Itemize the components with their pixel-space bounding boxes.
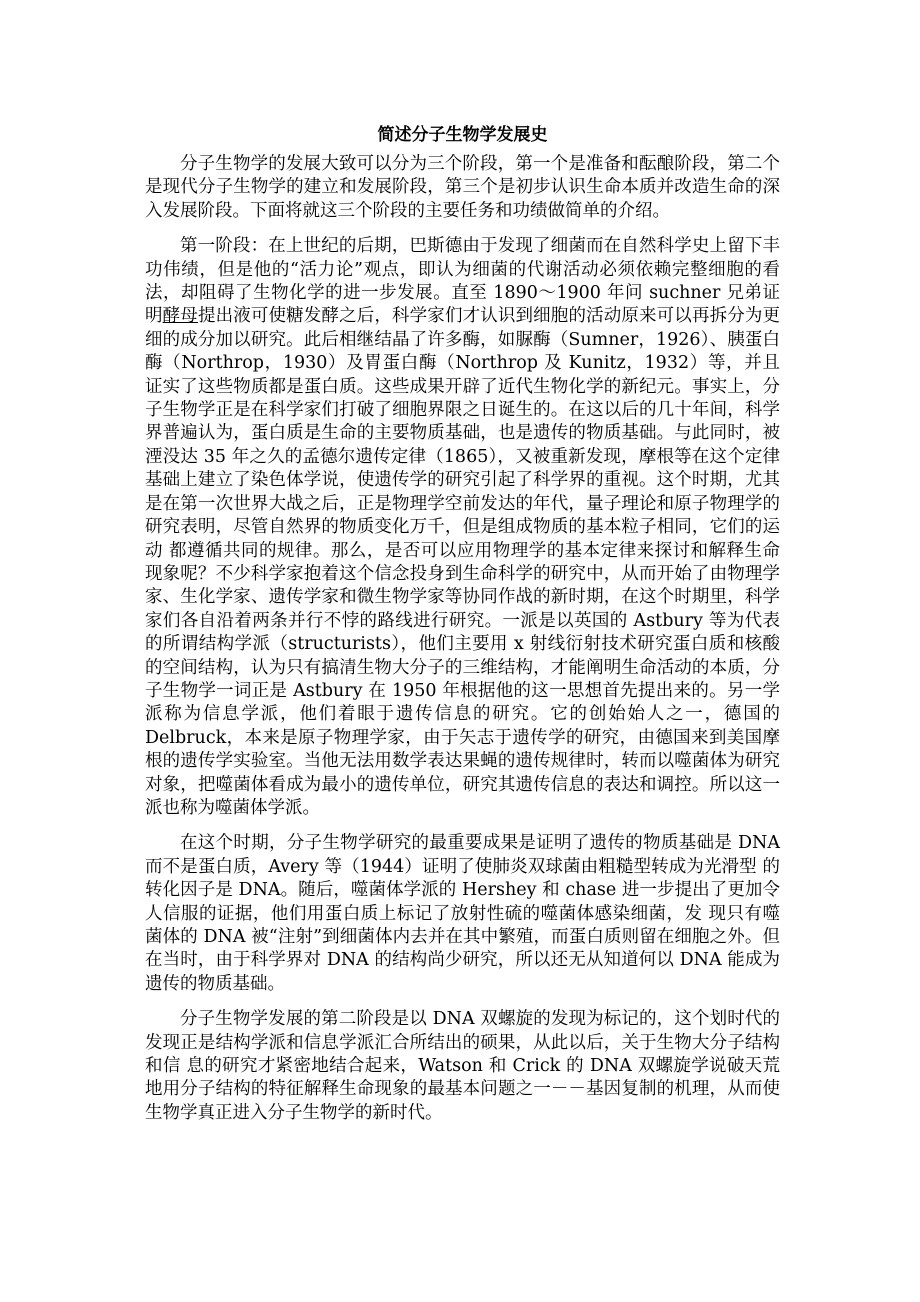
dna-evidence-paragraph: 在这个时期，分子生物学研究的最重要成果是证明了遗传的物质基础是 DNA 而不是蛋白质，Avery 等（1944）证明了使肺炎双球菌由粗糙型转成为光滑型 的转化因子是 DNA。随后，噬菌体学派的 Hershey 和 chase 进一步提出了更加令人信服的证据，他们用蛋白质上标记了放射性硫的噬菌体感染细菌，发 现只有噬菌体的 DNA 被“注射”到细菌体内去并在其中繁殖，而蛋白质则留在细胞之外。但在当时，由于科学界对 DNA 的结构尚少研究，所以还无从知道何以 DNA 能成为遗传的物质基础。 <box>145 833 780 994</box>
stage-one-text-rest: 提出液可使糖发酵之后，科学家们才认识到细胞的活动原来可以再拆分为更细的成分加以研究。此后相继结晶了许多酶，如脲酶（Sumner，1926）、胰蛋白酶（Northrop，1930）及胃蛋白酶（Northrop 及 Kunitz，1932）等，并且证实了这些物质都是蛋白质。这些成果开辟了近代生物化学的新纪元。事实上，分子生物学正是在科学家们打破了细胞界限之日诞生的。在这以后的几十年间，科学界普遍认为，蛋白质是生命的主要物质基础，也是遗传的物质基础。与此同时，被湮没达 35 年之久的孟德尔遗传定律（1865），又被重新发现，摩根等在这个定律基础上建立了染色体学说，使遗传学的研究引起了科学界的重视。这个时期，尤其是在第一次世界大战之后，正是物理学空前发达的年代，量子理论和原子物理学的研究表明，尽管自然界的物质变化万千，但是组成物质的基本粒子相同，它们的运动 都遵循共同的规律。那么，是否可以应用物理学的基本定律来探讨和解释生命现象呢？不少科学家抱着这个信念投身到生命科学的研究中，从而开始了由物理学家、生化学家、遗传学家和微生物学家等协同作战的新时期，在这个时期里，科学家们各自沿着两条并行不悖的路线进行研究。一派是以英国的 Astbury 等为代表 的所谓结构学派（structurists），他们主要用 x 射线衍射技术研究蛋白质和核酸的空间结构，认为只有搞清生物大分子的三维结构，才能阐明生命活动的本质，分子生物学一词正是 Astbury 在 1950 年根据他的这一思想首先提出来的。另一学派称为信息学派，他们着眼于遗传信息的研究。它的创始始人之一，德国的 Delbruck，本来是原子物理学家，由于矢志于遗传学的研究，由德国来到美国摩根的遗传学实验室。当他无法用数学表达果蝇的遗传规律时，转而以噬菌体为研究对象，把噬菌体看成为最小的遗传单位，研究其遗传信息的表达和调控。所以这一派也称为噬菌体学派。 <box>145 306 781 818</box>
underlined-term: 酵母 <box>162 306 198 327</box>
stage-one-text-start: 第一阶段：在上世纪的后期，巴斯德由于发现了细菌而在自然科学史上留下丰功伟绩，但是他的“活力论”观点，即认为细菌的代谢活动必须依赖完整细胞的看法，却阻碍了生物化学的进一步发展。直至 1890～1900 年问 suchner 兄弟证明 <box>145 236 780 327</box>
stage-one-paragraph <box>145 235 780 820</box>
intro-paragraph: 分子生物学的发展大致可以分为三个阶段，第一个是准备和酝酿阶段，第二个是现代分子生物学的建立和发展阶段，第三个是初步认识生命本质并改造生命的深入发展阶段。下面将就这三个阶段的主要任务和功绩做简单的介绍。 <box>145 154 780 221</box>
document-body <box>145 124 780 1137</box>
stage-two-paragraph: 分子生物学发展的第二阶段是以 DNA 双螺旋的发现为标记的，这个划时代的发现正是结构学派和信息学派汇合所结出的硕果，从此以后，关于生物大分子结构和信 息的研究才紧密地结合起来，Watson 和 Crick 的 DNA 双螺旋学说破天荒地用分子结构的特征解释生命现象的最基本问题之一－－基因复制的机理，从而使生物学真正进入分子生物学的新时代。 <box>145 1009 780 1123</box>
page-title: 简述分子生物学发展史 <box>377 125 548 145</box>
